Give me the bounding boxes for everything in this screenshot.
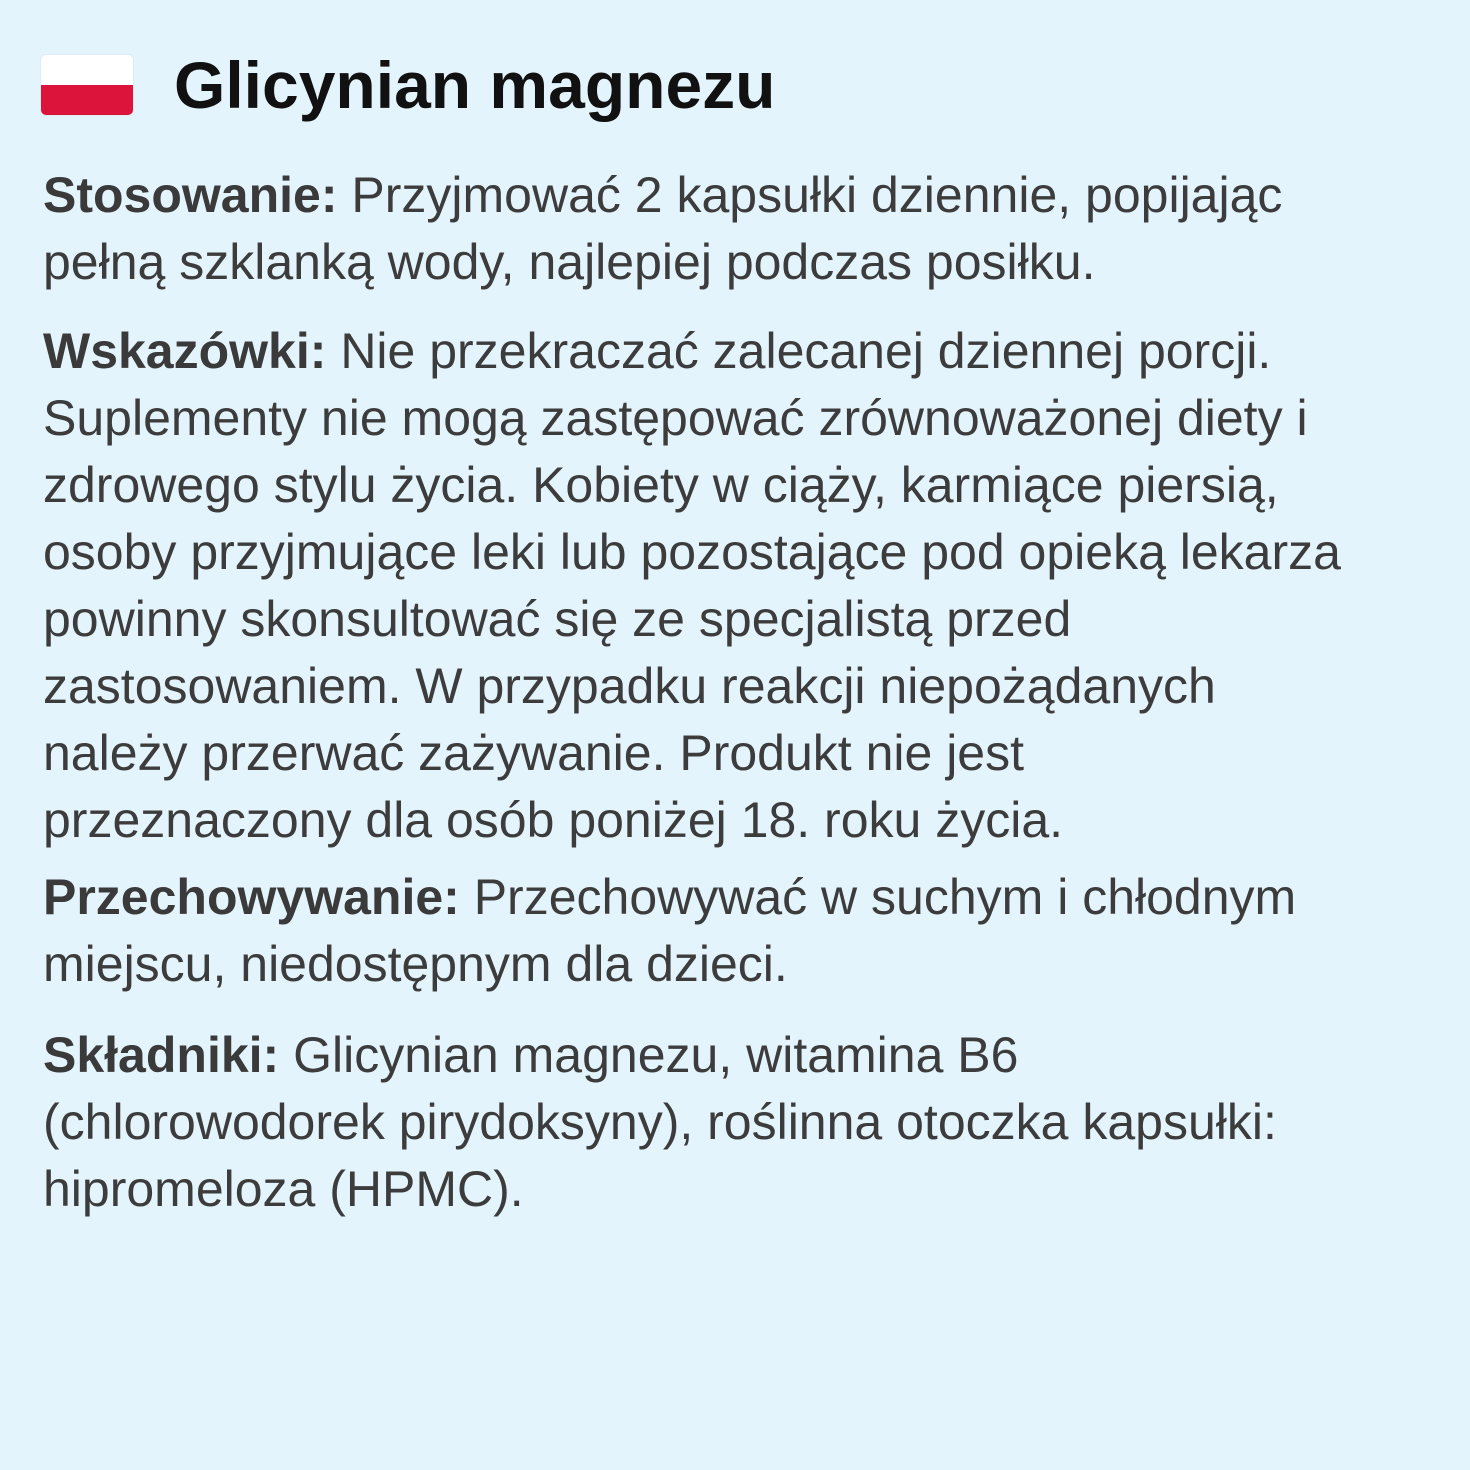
section-usage-text: Przyjmować 2 kapsułki dziennie, popijając pełną szklanką wody, najlepiej podczas posiłku. [43,167,1283,290]
section-storage [43,864,1343,998]
header [41,40,775,130]
section-warnings-text: Nie przekraczać zalecanej dziennej porcji. Suplementy nie mogą zastępować zrównoważonej diety i zdrowego stylu życia. Kobiety w ciąży, karmiące piersią, osoby przyjmujące leki lub pozostające pod opieką lekarza powinny skonsultować się ze specjalistą przed zastosowaniem. W przypadku reakcji niepożądanych należy przerwać zażywanie. Produkt nie jest przeznaczony dla osób poniżej 18. roku życia. [43,323,1341,848]
flag-red-stripe [41,85,133,115]
section-storage-text: Przechowywać w suchym i chłodnym miejscu, niedostępnym dla dzieci. [43,869,1297,992]
content [43,162,1343,1223]
section-ingredients-text: Glicynian magnezu, witamina B6 (chlorowodorek pirydoksyny), roślinna otoczka kapsułki: hipromeloza (HPMC). [43,1027,1277,1217]
page-title: Glicynian magnezu [174,48,776,122]
section-ingredients [43,1022,1343,1223]
section-warnings-label: Wskazówki: [43,323,327,379]
section-storage-label: Przechowywanie: [43,869,460,925]
section-usage-label: Stosowanie: [43,167,338,223]
section-ingredients-label: Składniki: [43,1027,280,1083]
poland-flag-icon [41,55,133,115]
section-warnings [43,318,1343,854]
flag-white-stripe [41,55,133,85]
section-usage [43,162,1343,296]
